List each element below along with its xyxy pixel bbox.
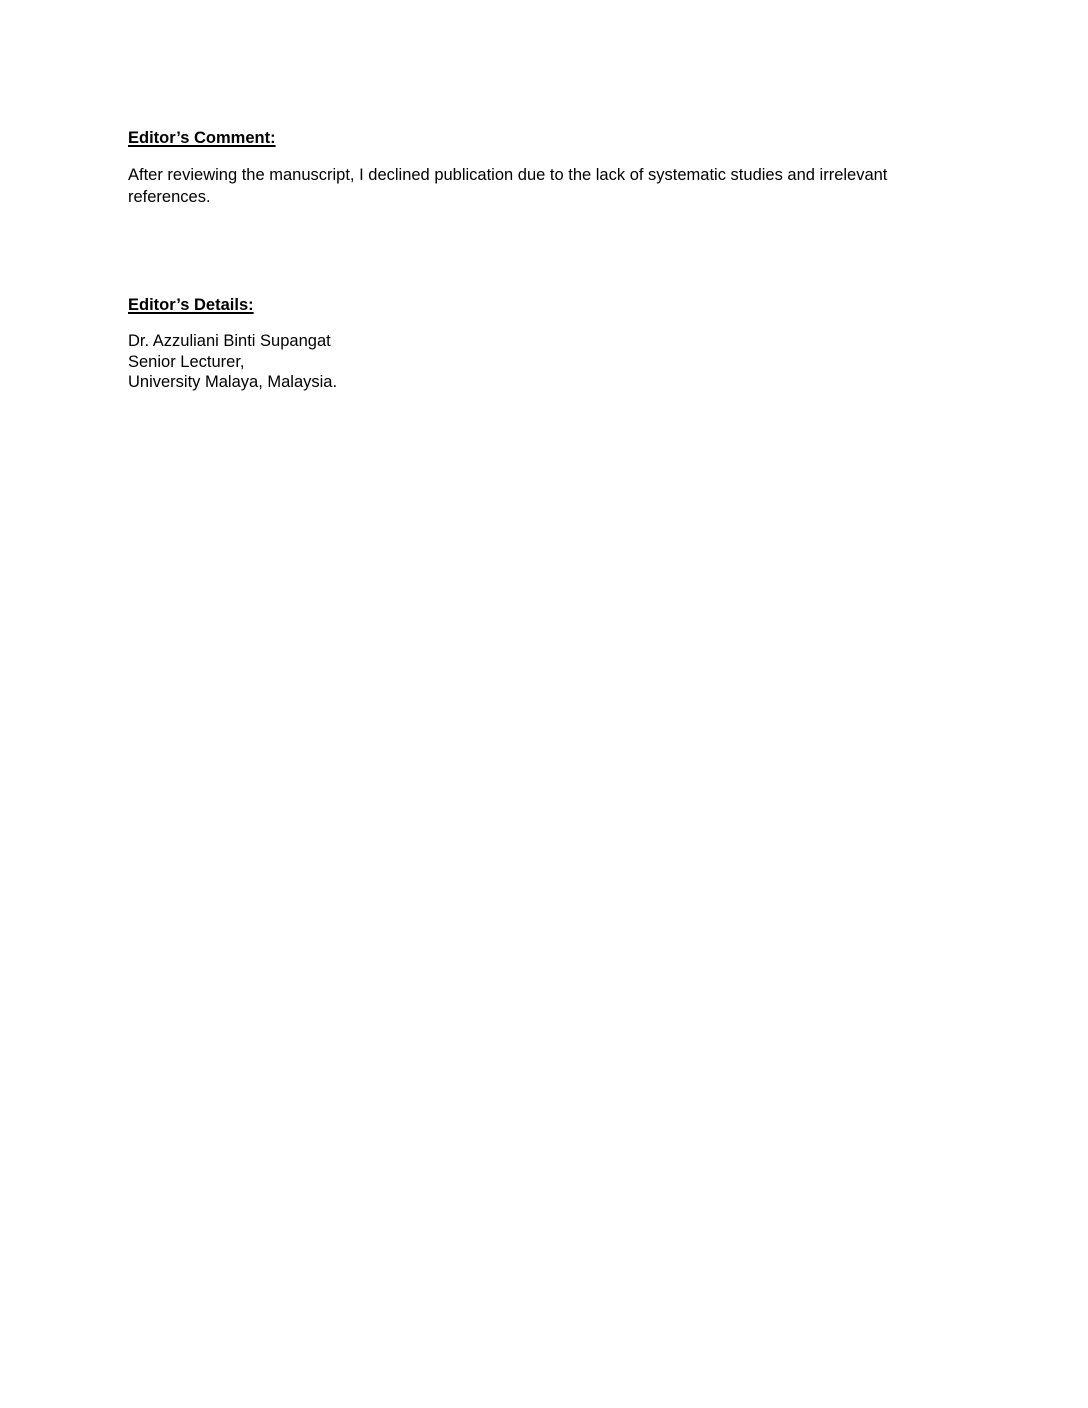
editor-details-heading: Editor’s Details: bbox=[128, 296, 254, 314]
editor-details-block bbox=[128, 331, 728, 393]
editor-name: Dr. Azzuliani Binti Supangat bbox=[128, 332, 331, 350]
editor-position: Senior Lecturer, bbox=[128, 352, 245, 371]
editor-comment-heading: Editor’s Comment: bbox=[128, 129, 276, 147]
editor-comment-text: After reviewing the manuscript, I declined publication due to the lack of systematic studies and irrelevant references. bbox=[128, 166, 888, 206]
editor-affiliation: University Malaya, Malaysia. bbox=[128, 373, 338, 391]
